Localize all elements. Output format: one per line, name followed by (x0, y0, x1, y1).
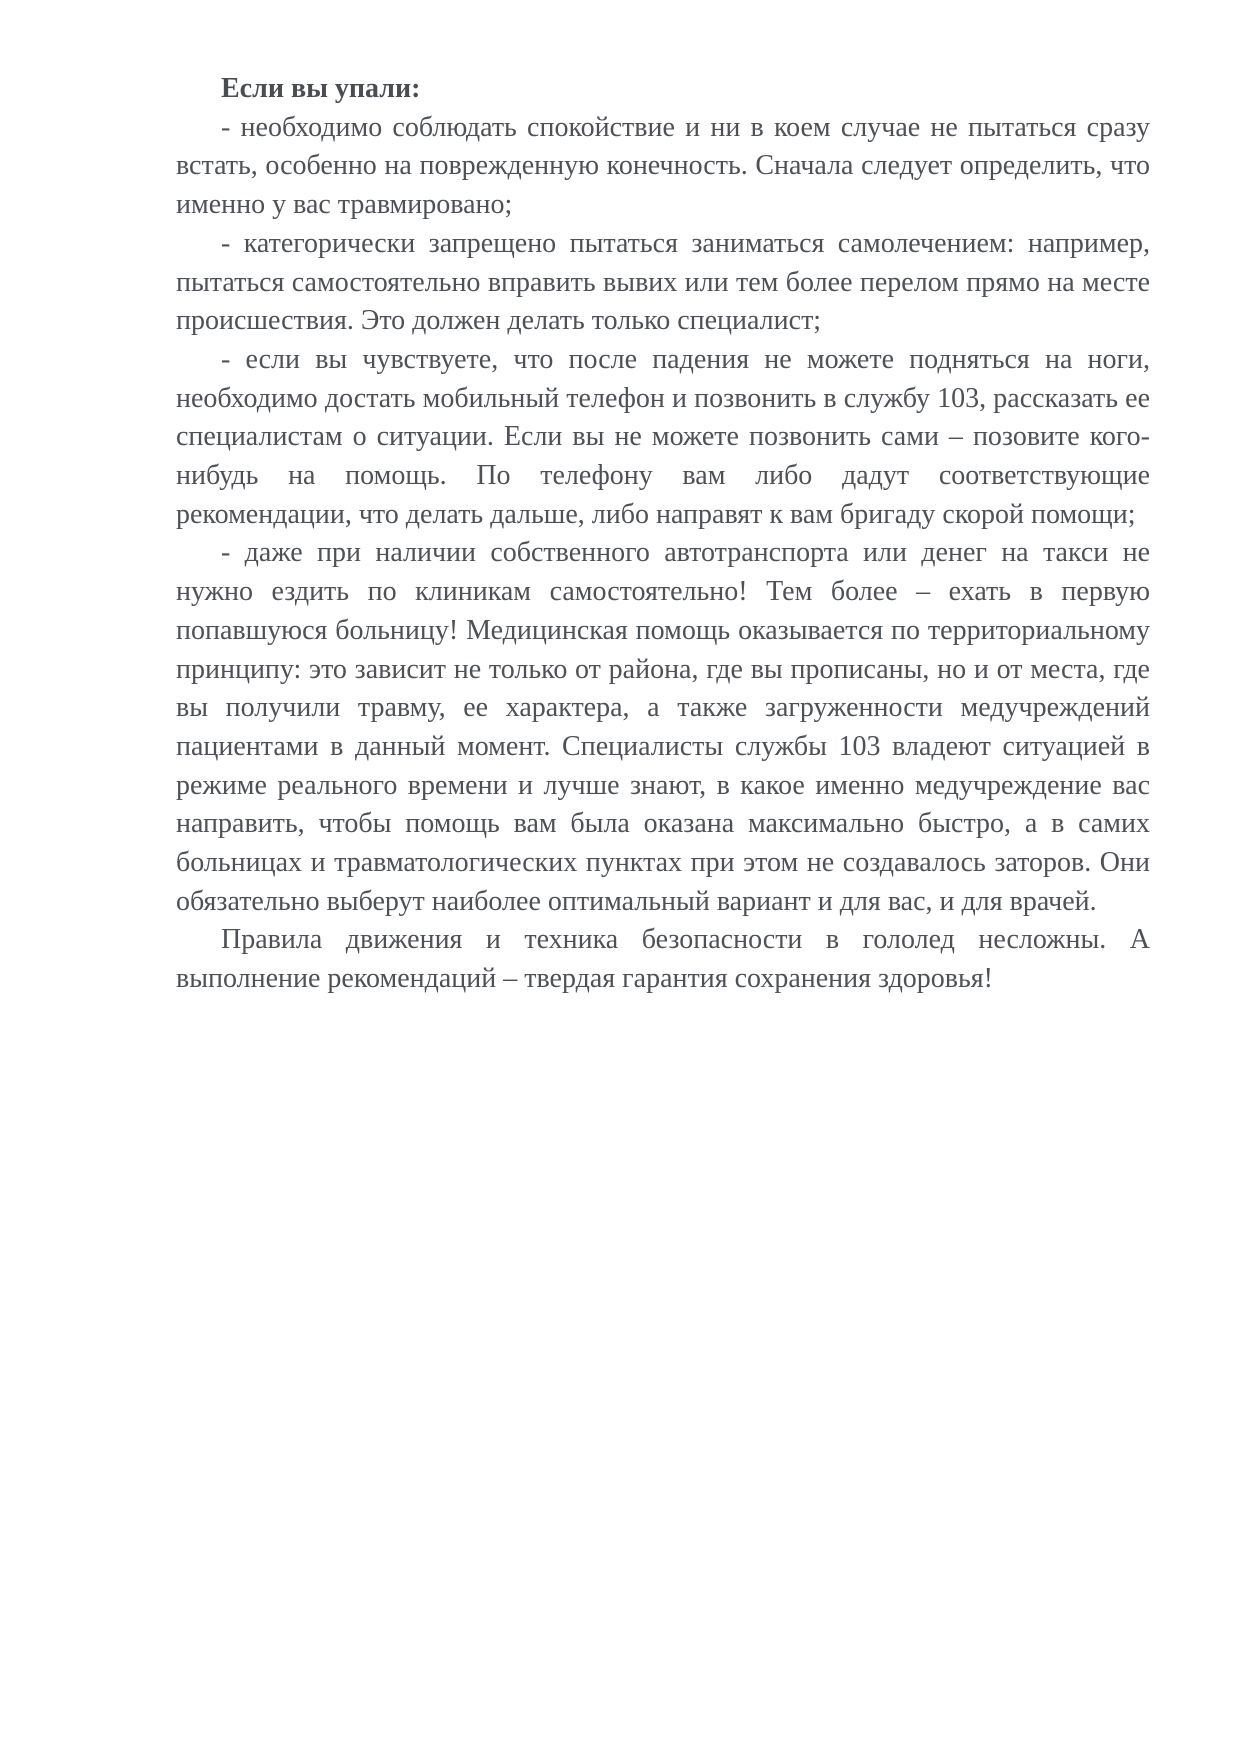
paragraph-do-not-drive-to-clinics: - даже при наличии собственного автотранспорта или денег на такси не нужно ездить по клиникам самостоятельно! Тем более – ехать в первую попавшуюся больницу! Медицинская помощь оказывается по территориальному принципу: это зависит не только от района, где вы прописаны, но и от места, где вы получили травму, ее характера, а также загруженности медучреждений пациентами в данный момент. Специалисты службы 103 владеют ситуацией в режиме реального времени и лучше знают, в какое именно медучреждение вас направить, чтобы помощь вам была оказана максимально быстро, а в самих больницах и травматологических пунктах при этом не создавалось заторов. Они обязательно выберут наиболее оптимальный вариант и для вас, и для врачей. (176, 537, 1150, 917)
paragraph-stay-calm: - необходимо соблюдать спокойствие и ни в коем случае не пытаться сразу встать, особенно на поврежденную конечность. Сначала следует определить, что именно у вас травмировано; (176, 111, 1150, 221)
document-body (176, 70, 1150, 999)
section-heading: Если вы упали: (221, 73, 421, 104)
paragraph-conclusion: Правила движения и техника безопасности в гололед несложны. А выполнение рекомендаций – твердая гарантия сохранения здоровья! (176, 924, 1150, 995)
paragraph-call-103: - если вы чувствуете, что после падения не можете подняться на ноги, необходимо достать мобильный телефон и позвонить в службу 103, рассказать ее специалистам о ситуации. Если вы не можете позвонить сами – позовите кого-нибудь на помощь. По телефону вам либо дадут соответствующие рекомендации, что делать дальше, либо направят к вам бригаду скорой помощи; (176, 343, 1150, 530)
paragraph-no-self-treatment: - категорически запрещено пытаться заниматься самолечением: например, пытаться самостоятельно вправить вывих или тем более перелом прямо на месте происшествия. Это должен делать только специалист; (176, 227, 1150, 337)
